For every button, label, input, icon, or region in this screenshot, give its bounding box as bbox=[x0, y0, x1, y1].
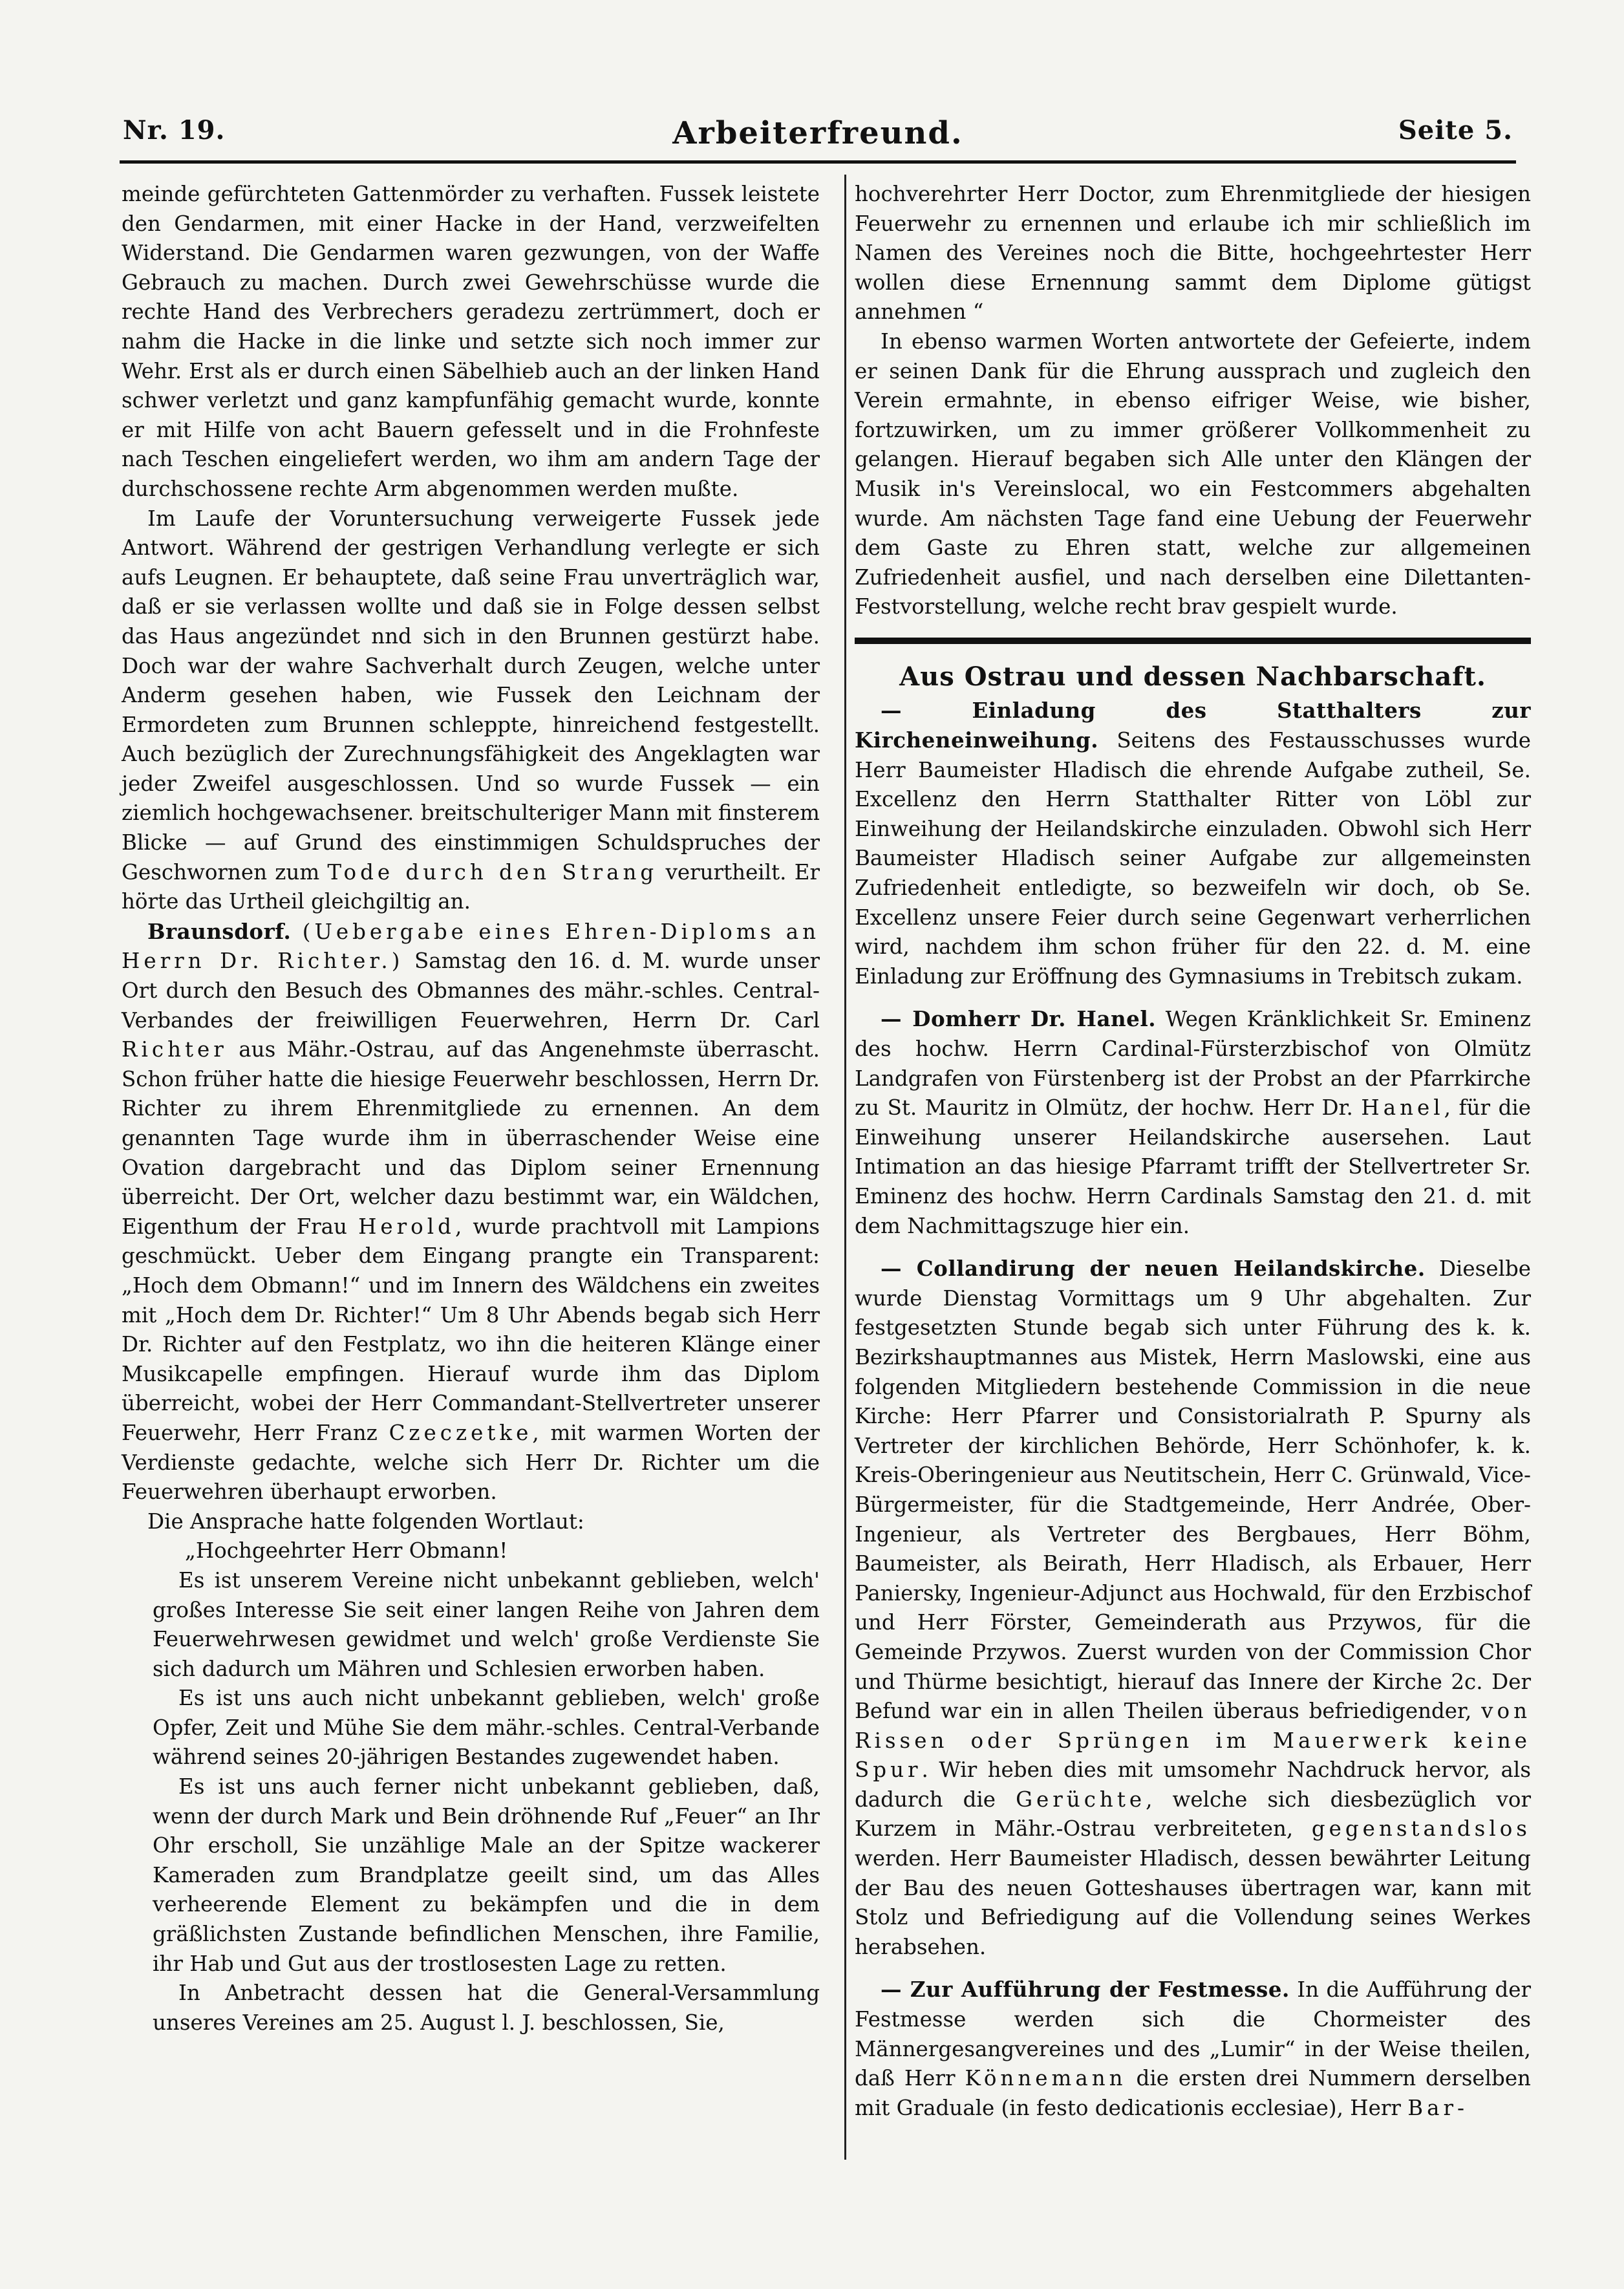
speech-paragraph-2: Es ist uns auch nicht unbekannt geblieben, welch' große Opfer, Zeit und Mühe Sie dem mähr.-schles. Central-Verbande während seines 20-jährigen Bestandes zugewendet haben. bbox=[153, 1686, 820, 1770]
braunsdorf-headline: Braunsdorf. bbox=[147, 918, 292, 944]
header-rule bbox=[120, 160, 1516, 164]
speech-paragraph-3: Es ist uns auch ferner nicht unbekannt geblieben, daß, wenn der durch Mark und Bein dröhnende Ruf „Feuer“ an Ihr Ohr erscholl, Sie unzählige Male an der Spitze wackerer Kameraden zum Brandplatze geeilt sind, um das Alles verheerende Element zu bekämpfen und die in dem gräßlichsten Zustande befindlichen Menschen, ihre Familie, ihr Hab und Gut aus der trostlosesten Lage zu retten. bbox=[153, 1774, 820, 1976]
issue-number: Nr. 19. bbox=[123, 115, 226, 145]
collandirung-headline: — Collandirung der neuen Heilandskirche. bbox=[881, 1256, 1426, 1282]
article-fussek-end: meinde gefürchteten Gattenmörder zu verhaften. Fussek leistete den Gendarmen, mit einer Hacke in der Hand, verzweifelten Widerstand. Die Gendarmen waren gezwungen, von der Waffe Gebrauch zu machen. Durch zwei Gewehrschüsse wurde die rechte Hand des Verbrechers geradezu zertrümmert, doch er nahm die Hacke in die linke und setzte sich noch immer zur Wehr. Erst als er durch einen Säbelhieb auch an der linken Hand schwer verletzt und ganz kampfunfähig gemacht wurde, konnte er mit Hilfe von acht Bauern gefesselt und in die Frohnfeste nach Teschen eingeliefert werden, wo ihm am andern Tage der durchschossene rechte Arm abgenommen werden mußte. bbox=[122, 182, 820, 501]
news-collandirung: — Collandirung der neuen Heilandskirche. Dieselbe wurde Dienstag Vormittags um 9 Uhr abgehalten. Zur festgesetzten Stunde begab sich unter Führung des k. k. Bezirkshauptmannes aus Mistek, Herrn Maslowski, eine aus folgenden Mitgliedern bestehende Commission in die neue Kirche: Herr Pfarrer und Consistorialrath P. Spurny als Vertreter der kirchlichen Behörde, Herr Schönhofer, k. k. Kreis-Oberingenieur aus Neutitschein, Herr C. Grünwald, Vice-Bürgermeister, für die Stadtgemeinde, Herr Andrée, Ober-Ingenieur, als Vertreter des Bergbaues, Herr Böhm, Baumeister, als Beirath, Herr Hladisch, als Erbauer, Herr Paniersky, Ingenieur-Adjunct aus Hochwald, für den Erzbischof und Herr Förster, Gemeinderath aus Przywos, für die Gemeinde Przywos. Zuerst wurden von der Commission Chor und Thürme besichtigt, hierauf das Innere der Kirche 2c. Der Befund war ein in allen Theilen überaus befriedigender, von Rissen oder Sprüngen im Mauerwerk keine Spur. Wir heben dies mit umsomehr Nachdruck hervor, als dadurch die Gerüchte, welche sich diesbezüglich vor Kurzem in Mähr.-Ostrau verbreiteten, gegenstandslos werden. Herr Baumeister Hladisch, dessen bewährter Leitung der Bau des neuen Gotteshauses übertragen war, kann mit Stolz und Befriedigung auf die Vollendung seines Werkes herabsehen. bbox=[855, 1256, 1531, 1959]
column-divider bbox=[844, 175, 846, 2160]
article-braunsdorf: Braunsdorf. (Uebergabe eines Ehren-Diploms an Herrn Dr. Richter.) Samstag den 16. d. M. wurde unser Ort durch den Besuch des Obmannes des mähr.-schles. Central-Verbandes der freiwilligen Feuerwehren, Herrn Dr. Carl Richter aus Mähr.-Ostrau, auf das Angenehmste überrascht. Schon früher hatte die hiesige Feuerwehr beschlossen, Herrn Dr. Richter zu ihrem Ehrenmitgliede zu ernennen. An dem genannten Tage wurde ihm in überraschender Weise eine Ovation dargebracht und das Diplom seiner Ernennung überreicht. Der Ort, welcher dazu bestimmt war, ein Wäldchen, Eigenthum der Frau Herold, wurde prachtvoll mit Lampions geschmückt. Ueber dem Eingang prangte ein Transparent: „Hoch dem Obmann!“ und im Innern des Wäldchens ein zweites mit „Hoch dem Dr. Richter!“ Um 8 Uhr Abends begab sich Herr Dr. Richter auf den Festplatz, wo ihn die heiteren Klänge einer Musikcapelle empfingen. Hierauf wurde ihm das Diplom überreicht, wobei der Herr Commandant-Stellvertreter unserer Feuerwehr, Herr Franz Czeczetke, mit warmen Worten der Verdienste gedachte, welche sich Herr Dr. Richter um die Feuerwehren überhaupt erworben. bbox=[122, 918, 820, 1505]
speech-paragraph-4: In Anbetracht dessen hat die General-Versammlung unseres Vereines am 25. August l. J. beschlossen, Sie, bbox=[153, 1981, 820, 2035]
festmesse-headline: — Zur Aufführung der Festmesse. bbox=[881, 1977, 1290, 2003]
right-column bbox=[855, 180, 1531, 2123]
news-hanel: — Domherr Dr. Hanel. Wegen Kränklichkeit Sr. Eminenz des hochw. Herrn Cardinal-Fürsterzbischof von Olmütz Landgrafen von Fürstenberg ist der Probst an der Pfarrkirche zu St. Mauritz in Olmütz, der hochw. Herr Dr. Hanel, für die Einweihung unserer Heilandskirche ausersehen. Laut Intimation an das hiesige Pfarramt trifft der Stellvertreter Sr. Eminenz des hochw. Herrn Cardinals Samstag den 21. d. mit dem Nachmittagszuge hier ein. bbox=[855, 1006, 1532, 1238]
speech-paragraph-1: Es ist unserem Vereine nicht unbekannt geblieben, welch' großes Interesse Sie seit einer langen Reihe von Jahren dem Feuerwehrwesen gewidmet und welch' große Verdienste Sie sich dadurch um Mähren und Schlesien erworben haben. bbox=[153, 1567, 820, 1681]
page-number: Seite 5. bbox=[1398, 115, 1513, 145]
news-invitation: — Einladung des Statthalters zur Kircheneinweihung. Seitens des Festausschusses wurde Herr Baumeister Hladisch die ehrende Aufgabe zutheil, Se. Excellenz den Herrn Statthalter Ritter von Löbl zur Einweihung der Heilandskirche einzuladen. Obwohl sich Herr Baumeister Hladisch seiner Aufgabe zur allgemeinsten Zufriedenheit entledigte, so bezweifeln wir doch, ob Se. Excellenz unsere Feier durch seine Gegenwart verherrlichen wird, nachdem ihm schon früher für den 22. d. M. eine Einladung zur Eröffnung des Gymnasiums in Trebitsch zukam. bbox=[855, 697, 1531, 989]
masthead-title: Arbeiterfreund. bbox=[672, 115, 963, 151]
speech-salutation: „Hochgeehrter Herr Obmann! bbox=[185, 1538, 508, 1564]
speech-paragraph-5: hochverehrter Herr Doctor, zum Ehrenmitgliede der hiesigen Feuerwehr zu ernennen und erlaube ich mir schließlich im Namen des Vereines noch die Bitte, hochgeehrtester Herr wollen diese Ernennung sammt dem Diplome gütigst annehmen “ bbox=[855, 182, 1531, 325]
article-fussek-trial: Im Laufe der Voruntersuchung verweigerte Fussek jede Antwort. Während der gestrigen Verhandlung verlegte er sich aufs Leugnen. Er behauptete, daß seine Frau unverträglich war, daß er sie verlassen wollte und daß sie in Folge dessen selbst das Haus angezündet nnd sich in den Brunnen gestürzt habe. Doch war der wahre Sachverhalt durch Zeugen, welche unter Anderm gesehen haben, wie Fussek den Leichnam der Ermordeten zum Brunnen schleppte, hinreichend festgestellt. Auch bezüglich der Zurechnungsfähigkeit des Angeklagten war jeder Zweifel ausgeschlossen. Und so wurde Fussek — ein ziemlich hochgewachsener. breitschulteriger Mann mit finsterem Blicke — auf Grund des einstimmigen Schuldspruches der Geschwornen zum Tode durch den Strang verurtheilt. Er hörte das Urtheil gleichgiltig an. bbox=[122, 506, 820, 914]
left-column bbox=[122, 180, 820, 2037]
section-rule bbox=[855, 638, 1531, 644]
hanel-headline: — Domherr Dr. Hanel. bbox=[881, 1006, 1157, 1032]
speech-intro: Die Ansprache hatte folgenden Wortlaut: bbox=[147, 1509, 584, 1534]
page-header bbox=[123, 115, 1513, 154]
reply-paragraph: In ebenso warmen Worten antwortete der Gefeierte, indem er seinen Dank für die Ehrung aussprach und zugleich den Verein ermahnte, in ebenso eifriger Weise, wie bisher, fortzuwirken, um zu immer größerer Vollkommenheit zu gelangen. Hierauf begaben sich Alle unter den Klängen der Musik in's Vereinslocal, wo ein Festcommers abgehalten wurde. Am nächsten Tage fand eine Uebung der Feuerwehr dem Gaste zu Ehren statt, welche zur allgemeinen Zufriedenheit ausfiel, und nach derselben eine Dilettanten-Festvorstellung, welche recht brav gespielt wurde. bbox=[855, 328, 1531, 619]
news-festmesse: — Zur Aufführung der Festmesse. In die Aufführung der Festmesse werden sich die Chormeister des Männergesangvereines und des „Lumir“ in der Weise theilen, daß Herr Könnemann die ersten drei Nummern derselben mit Graduale (in festo dedicationis ecclesiae), Herr Bar- bbox=[855, 1977, 1531, 2120]
invitation-headline: — Einladung des Statthalters zur Kircheneinweihung. bbox=[855, 697, 1531, 753]
section-title: Aus Ostrau und dessen Nachbarschaft. bbox=[899, 661, 1486, 692]
